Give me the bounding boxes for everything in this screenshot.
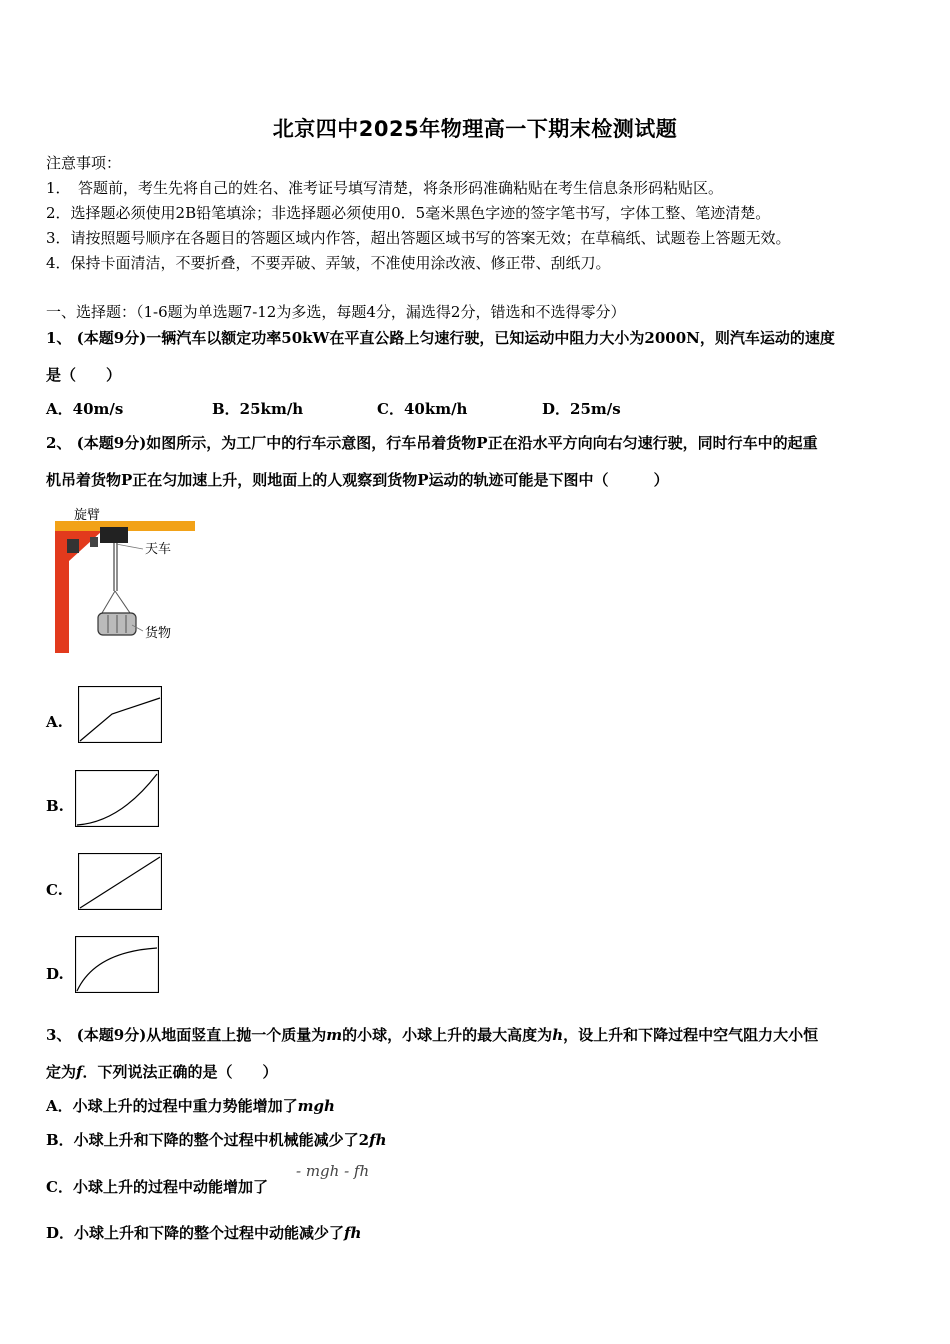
q3-option-d: D．小球上升和下降的整个过程中动能减少了fh bbox=[46, 1224, 362, 1242]
q2-option-c-graph bbox=[78, 853, 162, 910]
q2-option-a-label: A. bbox=[46, 713, 63, 731]
var-m: m bbox=[326, 1026, 343, 1044]
page-title: 北京四中2025年物理高一下期末检测试题 bbox=[272, 117, 678, 141]
q3-option-c: C．小球上升的过程中动能增加了 bbox=[46, 1178, 268, 1196]
notice-item-1: 1． 答题前，考生先将自己的姓名、准考证号填写清楚，将条形码准确粘贴在考生信息条形码粘贴区。 bbox=[46, 179, 724, 197]
q2-stem-line2: 机吊着货物P正在匀加速上升，则地面上的人观察到货物P运动的轨迹可能是下图中（ ） bbox=[46, 471, 669, 489]
notice-item-2: 2．选择题必须使用2B铅笔填涂；非选择题必须使用0．5毫米黑色字迹的签字笔书写，字体工整、笔迹清楚。 bbox=[46, 204, 771, 222]
crane-trolley bbox=[100, 527, 128, 543]
notice-item-3: 3．请按照题号顺序在各题目的答题区域内作答，超出答题区域书写的答案无效；在草稿纸、试题卷上答题无效。 bbox=[46, 229, 791, 247]
notice-item-4: 4．保持卡面清洁，不要折叠，不要弄破、弄皱，不准使用涂改液、修正带、刮纸刀。 bbox=[46, 254, 611, 272]
trajectory-line-a bbox=[80, 698, 160, 741]
crane-figure bbox=[50, 503, 200, 655]
var-h: h bbox=[552, 1026, 564, 1044]
q1-option-c: C．40km/h bbox=[377, 400, 468, 418]
label-crane: 天车 bbox=[145, 542, 172, 557]
label-cargo: 货物 bbox=[145, 626, 172, 641]
q3-stem-line1: 3、 (本题9分)从地面竖直上抛一个质量为m的小球，小球上升的最大高度为h，设上升和下降过程中空气阻力大小恒 bbox=[46, 1026, 819, 1044]
q1-option-a: A．40m/s bbox=[46, 400, 124, 418]
q2-stem-line1: 2、 (本题9分)如图所示，为工厂中的行车示意图，行车吊着货物P正在沿水平方向向右匀速行驶，同时行车中的起重 bbox=[46, 434, 818, 452]
q3-option-a: A．小球上升的过程中重力势能增加了mgh bbox=[46, 1097, 335, 1115]
label-arm: 旋臂 bbox=[74, 508, 101, 523]
q2-option-b-label: B. bbox=[46, 797, 64, 815]
trajectory-curve-d bbox=[77, 948, 157, 991]
q2-option-d-graph bbox=[75, 936, 159, 993]
q1-option-b: B．25km/h bbox=[212, 400, 304, 418]
crane-column bbox=[55, 527, 69, 653]
q1-stem-line2: 是（ ） bbox=[46, 366, 122, 384]
trajectory-curve-b bbox=[77, 774, 157, 825]
trajectory-line-c bbox=[80, 857, 160, 908]
q3-option-b: B．小球上升和下降的整个过程中机械能减少了2fh bbox=[46, 1131, 387, 1149]
q1-option-d: D．25m/s bbox=[542, 400, 621, 418]
q2-option-b-graph bbox=[75, 770, 159, 827]
section-heading: 一、选择题：（1-6题为单选题7-12为多选，每题4分，漏选得2分，错选和不选得零分） bbox=[46, 303, 626, 321]
q2-option-c-label: C. bbox=[46, 881, 63, 899]
q1-stem-line1: 1、 (本题9分)一辆汽车以额定功率50kW在平直公路上匀速行驶，已知运动中阻力大小为2000N，则汽车运动的速度 bbox=[46, 329, 835, 347]
q2-option-a-graph bbox=[78, 686, 162, 743]
q3-option-c-formula: - mgh - fh bbox=[296, 1162, 370, 1180]
q3-stem-line2: 定为f．下列说法正确的是（ ） bbox=[46, 1063, 278, 1081]
notice-heading: 注意事项： bbox=[46, 154, 122, 172]
var-f: f bbox=[76, 1063, 83, 1081]
q2-option-d-label: D. bbox=[46, 965, 64, 983]
